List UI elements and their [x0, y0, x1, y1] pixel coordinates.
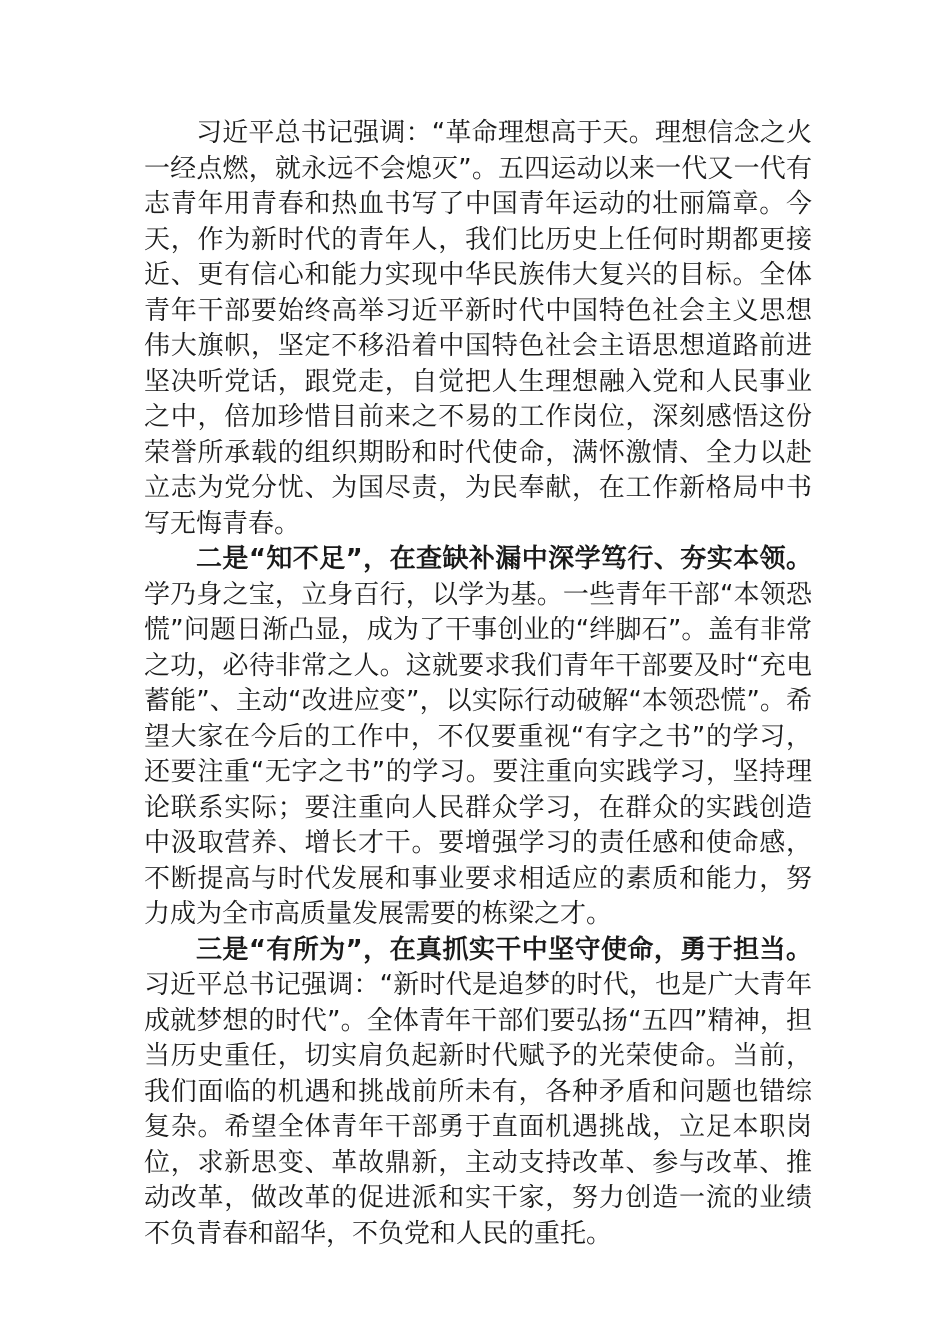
paragraph-take-action [144, 933, 812, 1253]
paragraph-know-shortcomings [144, 542, 812, 933]
paragraph-heading-take-action: 三是“有所为”，在真抓实干中坚守使命，勇于担当。 [196, 934, 812, 965]
paragraph-ideals [144, 116, 812, 542]
paragraph-heading-know-shortcomings: 二是“知不足”，在查缺补漏中深学笃行、夯实本领。 [196, 544, 812, 574]
paragraph-text: 习近平总书记强调：“革命理想高于天。理想信念之火一经点燃，就永远不会熄灭”。五四运动以来一代又一代有志青年用青春和热血书写了中国青年运动的壮丽篇章。今天，作为新时代的青年人，我们比历史上任何时期都更接近、更有信心和能力实现中华民族伟大复兴的目标。全体青年干部要始终高举习近平新时代中国特色社会主义思想伟大旗帜，坚定不移沿着中国特色社会主语思想道路前进坚决听党话，跟党走，自觉把人生理想融入党和人民事业之中，倍加珍惜目前来之不易的工作岗位，深刻感悟这份荣誉所承载的组织期盼和时代使命，满怀激情、全力以赴立志为党分忧、为国尽责，为民奉献，在工作新格局中书写无悔青春。 [144, 118, 812, 539]
paragraph-text: 学乃身之宝，立身百行，以学为基。一些青年干部“本领恐慌”问题日渐凸显，成为了干事创业的“绊脚石”。盖有非常之功，必待非常之人。这就要求我们青年干部要及时“充电蓄能”、主动“改进应变”，以实际行动破解“本领恐慌”。希望大家在今后的工作中，不仅要重视“有字之书”的学习，还要注重“无字之书”的学习。要注重向实践学习，坚持理论联系实际；要注重向人民群众学习，在群众的实践创造中汲取营养、增长才干。要增强学习的责任感和使命感，不断提高与时代发展和事业要求相适应的素质和能力，努力成为全市高质量发展需要的栋梁之才。 [144, 579, 812, 929]
paragraph-text: 习近平总书记强调：“新时代是追梦的时代，也是广大青年成就梦想的时代”。全体青年干部们要弘扬“五四”精神，担当历史重任，切实肩负起新时代赋予的光荣使命。当前，我们面临的机遇和挑战前所未有，各种矛盾和问题也错综复杂。希望全体青年干部勇于直面机遇挑战，立足本职岗位，求新思变、革故鼎新，主动支持改革、参与改革、推动改革，做改革的促进派和实干家，努力创造一流的业绩不负青春和韶华，不负党和人民的重托。 [144, 970, 812, 1249]
document-body [144, 116, 812, 1252]
